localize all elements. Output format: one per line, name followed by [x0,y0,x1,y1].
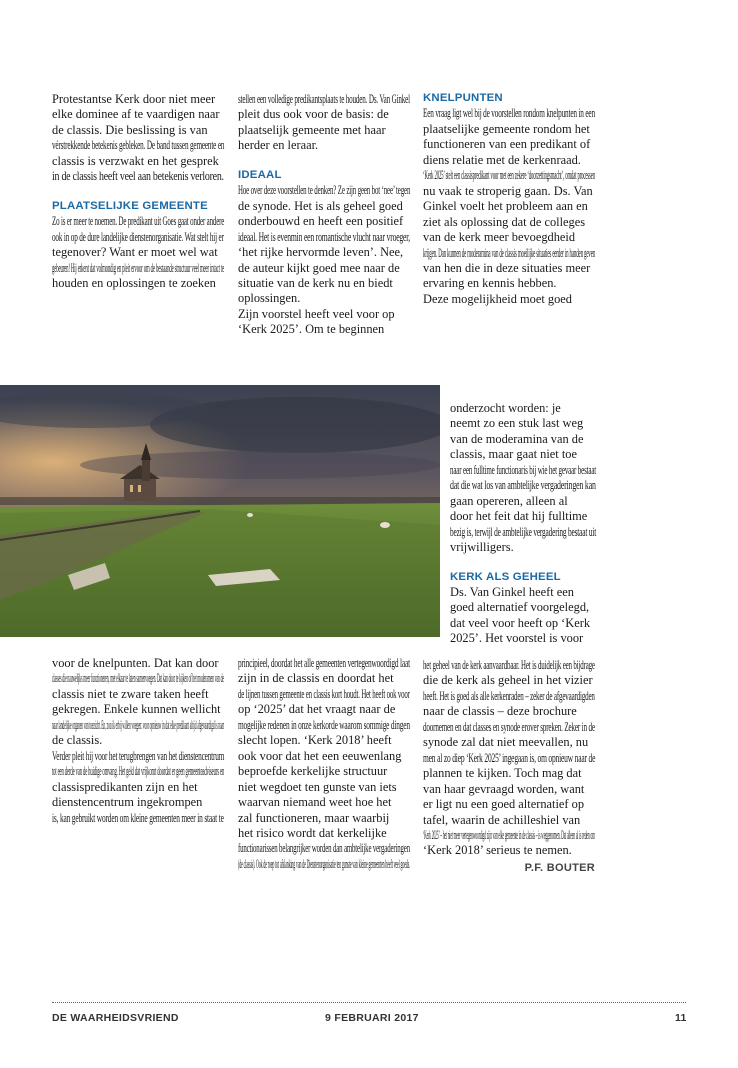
text-line: onderbouwd en heeft een positief [238,214,404,229]
text-line: ideaal. Het is evenmin een romantische vlucht naar vroeger, [238,229,411,244]
text-line: 2025’. Het voorstel is voor [450,631,584,646]
text-line: ziet als oplossing dat de colleges [423,214,586,229]
section-heading: IDEAAL [238,168,282,181]
section-heading: KERK ALS GEHEEL [450,570,561,583]
text-line: Zo is er meer te noemen. De predikant uit Goes gaat onder andere [52,214,225,229]
text-line: houden en oplossingen te zoeken [52,275,216,290]
footer-date: 9 FEBRUARI 2017 [325,1012,419,1024]
text-line: plaatselijke gemeente rondom het [423,121,590,136]
text-line: van de moderamina van de [450,431,584,446]
text-line: ‘Kerk 2025’ stelt een classispredikant voor met een zekere ‘doorzettingsmacht’, omdat processen [423,168,595,183]
section-heading: PLAATSELIJKE GEMEENTE [52,199,208,212]
text-line: van haar gevraagd worden, want [423,781,585,796]
text-line: er ligt nu een goed alternatief op [423,797,585,812]
text-line: naar een fulltime functionaris bij wie het gevaar bestaat [450,462,597,477]
text-line: Ginkel voelt het probleem aan en [423,199,588,214]
text-line: ook in op de dure landelijke dienstenorganisatie. Wat stelt hij er [52,229,224,244]
text-line: ook voor dat het een eeuwenlang [238,748,402,763]
text-line: principieel, doordat het alle gemeenten vertegenwoordigd laat [238,656,410,670]
church-landscape-photo [0,385,440,637]
text-line: die de kerk als geheel in het vizier [423,673,593,688]
text-line: stellen een volledige predikantsplaats te houden. Ds. Van Ginkel [238,92,410,106]
text-line: diens relatie met de kerkenraad. [423,152,581,167]
text-line: waarvan niemand weet hoe het [238,795,392,810]
photo-illustration [0,385,440,637]
text-line: classes die nauwelijks meer functioneren, met elkaar te laten samenvoegen. Dat kan door te kijken of het moderamen van de [52,671,224,686]
paragraph-gap [238,154,410,168]
text-line: elke dominee af te vaardigen naar [52,107,220,122]
text-line: gekregen. Enkele kunnen wellicht [52,702,221,717]
text-line: functioneren van een predikant of [423,137,591,152]
text-line: goed alternatief voorgelegd, [450,600,590,615]
column-2-bottom [238,656,410,872]
text-line: gebeuren! Hij erkent dat volmondig en pleit ervoor om de bestaande structuur veel meer intact te [52,260,225,275]
text-line: neemt zo een stuk last weg [450,416,584,431]
text-line: op ‘2025’ dat het vraagt naar de [238,702,396,717]
text-line: zijn in de classis en doordat het [238,671,394,686]
text-line: Ds. Van Ginkel heeft een [450,584,574,599]
footer-publication: DE WAARHEIDSVRIEND [52,1012,179,1024]
text-line: naar landelijke organen van toezicht. En, zou ik erbij willen voegen: voor opnieuw in dat elke predikant altijd afgevaardigd is naar [52,717,225,732]
text-line: slecht lopen. ‘Kerk 2018’ heeft [238,733,392,748]
text-line: mogelijke redenen in onze kerkorde waarom sommige dingen [238,717,410,732]
text-line: ‘het rijke hervormde leven’. Nee, [238,245,404,260]
text-line: zal functioneren, maar waarbij [238,810,390,825]
text-line: de classis. Die beslissing is van [52,122,208,137]
text-line: Verder pleit hij voor het terugbrengen van het dienstencentrum [52,748,225,763]
column-1-bottom [52,656,224,826]
text-line: de classis. [52,733,103,748]
text-line: Deze mogelijkheid moet goed [423,291,572,306]
text-line: van hen die in deze situaties meer [423,260,591,275]
text-line: dat veel voor heeft op ‘Kerk [450,615,591,630]
text-line: classis niet te zware taken heeft [52,686,209,701]
text-line: het risico wordt dat kerkelijke [238,825,387,840]
text-line: Hoe over deze voorstellen te denken? Ze zijn geen bot ‘nee’ tegen [238,183,411,198]
text-line: de synode. Het is als geheel goed [238,198,403,213]
text-line: ‘Kerk 2018’ serieus te nemen. [423,843,572,858]
text-line: men al zo diep ‘Kerk 2025’ ingegaan is, om opnieuw naar de [423,750,596,765]
text-line: oplossingen. [238,291,301,306]
text-line: krijgen. Dan kunnen de moderamina van de classis moeilijke situaties eerder in handen geven [423,245,596,260]
text-line: (de classis). Ook de roep tot afslanking van de Dienstenorganisatie ten gunste van kleine gemeenten heeft veel goeds. [238,856,411,871]
text-line: dienstencentrum ingekrompen [52,795,203,810]
text-line: Protestantse Kerk door niet meer [52,92,216,106]
text-line: Een vraag ligt wel bij de voorstellen rondom knelpunten in een [423,106,595,121]
text-line: functionarissen belangrijker worden dan ambtelijke vergaderingen [238,841,410,856]
text-line: tot een derde van de huidige omvang. Het geld dat vrijkomt doordat er geen gemeenteadviseurs en [52,764,225,779]
section-heading: KNELPUNTEN [423,92,503,104]
text-line: door het feit dat hij fulltime [450,509,588,524]
text-line: het geheel van de kerk aanvaardbaar. Het is duidelijk een bijdrage [423,658,595,672]
text-line: plaatselijk gemeente met haar [238,122,386,137]
text-line: situatie van de kerk nu en biedt [238,275,393,290]
page-number: 11 [675,1012,687,1024]
text-line: ervaring en kennis hebben. [423,276,557,291]
text-line: niet wegdoet ten gunste van iets [238,779,397,794]
text-line: Zijn voorstel heeft veel voor op [238,306,395,321]
text-line: gaan opereren, alleen al [450,493,568,508]
text-line: vrijwilligers. [450,540,514,555]
text-line: is, kan gebruikt worden om kleine gemeenten meer in staat te [52,810,224,825]
column-1-top [52,92,224,291]
text-line: synode zal dat niet meevallen, nu [423,735,589,750]
text-line: pleit dus ook voor de basis: de [238,107,389,122]
text-line: naar de classis – deze brochure [423,704,577,719]
column-3-top [423,91,595,307]
paragraph-gap [450,556,596,570]
text-line: vérstrekkende betekenis gebleken. De band tussen gemeente en [52,138,225,153]
text-line: nu vaak te stroperig gaan. Ds. Van [423,183,593,198]
text-line: dat die wat los van ambtelijke vergaderingen kan [450,478,596,493]
text-line: de auteur kijkt goed mee naar de [238,260,400,275]
text-line: bezig is, terwijl de ambtelijke vergadering bestaat uit [450,524,597,539]
text-line: voor de knelpunten. Dat kan door [52,656,219,670]
column-2-top [238,92,410,338]
column-3-bottom [423,658,595,876]
text-line: tegenover? Want er moet wel wat [52,245,218,260]
text-line: tafel, waarin de achilleshiel van [423,812,581,827]
text-line: onderzocht worden: je [450,401,561,415]
paragraph-gap [52,185,224,199]
text-line: plannen te kijken. Toch mag dat [423,766,582,781]
text-line: van de kerk meer bevoegdheid [423,230,576,245]
text-line: classis, maar gaat niet toe [450,447,577,462]
column-3-narrow [450,401,596,647]
text-line: herder en leraar. [238,138,319,153]
text-line: in de classis heeft veel aan betekenis verloren. [52,169,224,184]
text-line: ‘Kerk 2025’. Om te beginnen [238,322,385,337]
text-line: heeft. Het is goed als alle kerkenraden – zeker de afgevaardigden [423,688,595,703]
text-line: beproefde kerkelijke structuur [238,764,388,779]
text-line: de lijnen tussen gemeente en classis kort houdt. Het heeft ook voor [238,686,410,701]
text-line: ‘Kerk 2025’ – het niet meer vertegenwoordigd zijn van elke gemeente in de classis – is weggenomen. Dat alleen al is reden om [423,827,595,842]
footer-divider [52,1002,686,1003]
text-line: classis is verzwakt en het gesprek [52,153,219,168]
text-line: doornemen en dat classes en synode erover spreken. Zeker in de [423,719,595,734]
text-line: classispredikanten zijn en het [52,779,198,794]
author-byline: P.F. BOUTER [524,861,595,874]
